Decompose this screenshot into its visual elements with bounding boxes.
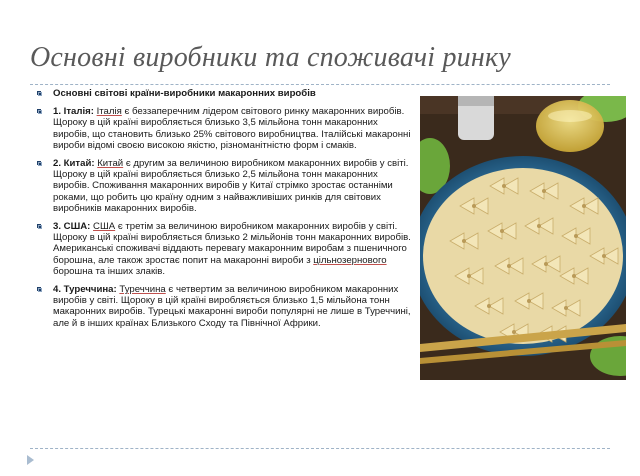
item-text: є другим за величиною виробником макаронних виробів у світі. Щороку в цій країні виробляється близько 2,5 мільйона тонн макаронних виробів. Споживання макаронних виробів у Китаї стрімко зростає останніми роками, що робить цю країну одним з найважливіших ринків для світових виробників макаронних виробів. (53, 158, 409, 214)
pasta-bowl-photo (420, 96, 626, 380)
country-link[interactable]: Туреччина (119, 284, 166, 296)
item-lead: 3. США: (53, 221, 91, 233)
list-heading (36, 88, 414, 99)
bullet-icon (37, 161, 41, 165)
item-text: є четвертим за величиною виробником макаронних виробів у світі. Щороку в цій країні виробляється близько 1,5 мільйона тонн макаронних виробів. Турецькі макаронні вироби популярні не лише в Туреччині, але й в інших країнах Близького Сходу та Північної Африки. (53, 284, 411, 329)
pasta-bowl-icon (420, 96, 626, 380)
list-item-italy (36, 106, 414, 151)
heading-text: Основні світові країни-виробники макаронних виробів (53, 88, 316, 99)
item-lead: 4. Туреччина: (53, 284, 117, 296)
bullet-icon (37, 91, 41, 95)
list-item-china (36, 158, 414, 214)
highlight-link[interactable]: цільнозернового (313, 254, 387, 266)
bullet-icon (37, 224, 41, 228)
country-link[interactable]: Китай (97, 158, 124, 170)
next-slide-arrow-icon[interactable] (27, 455, 34, 465)
item-lead: 1. Італія: (53, 106, 94, 118)
list-item-turkey (36, 284, 414, 329)
footer-divider (30, 448, 610, 449)
item-text-end: борошна та інших злаків. (53, 265, 166, 277)
item-text: є беззаперечним лідером світового ринку макаронних виробів. Щороку в цій країні виробляється близько 3,5 мільйона тонн макаронних виробів, що становить близько 25% світового виробництва. Італійські макаронні вироби відомі своєю високою якістю, різноманітністю форм і смаків. (53, 106, 411, 151)
title-divider (30, 84, 610, 85)
content-list (36, 88, 414, 336)
country-link[interactable]: Італія (96, 106, 122, 118)
country-link[interactable]: США (93, 221, 116, 233)
list-item-usa (36, 221, 414, 277)
bullet-icon (37, 109, 41, 113)
item-text: є третім за величиною виробником макаронних виробів у світі. Щороку в цій країні виробляється близько 2 мільйонів тонн макаронних виробів. Американські споживачі віддають перевагу макаронним виробам з пшеничного борошна, але також зростає попит на макаронні вироби з (53, 221, 411, 266)
item-lead: 2. Китай: (53, 158, 95, 170)
slide-title: Основні виробники та споживачі ринку (30, 42, 511, 73)
bullet-icon (37, 287, 41, 291)
